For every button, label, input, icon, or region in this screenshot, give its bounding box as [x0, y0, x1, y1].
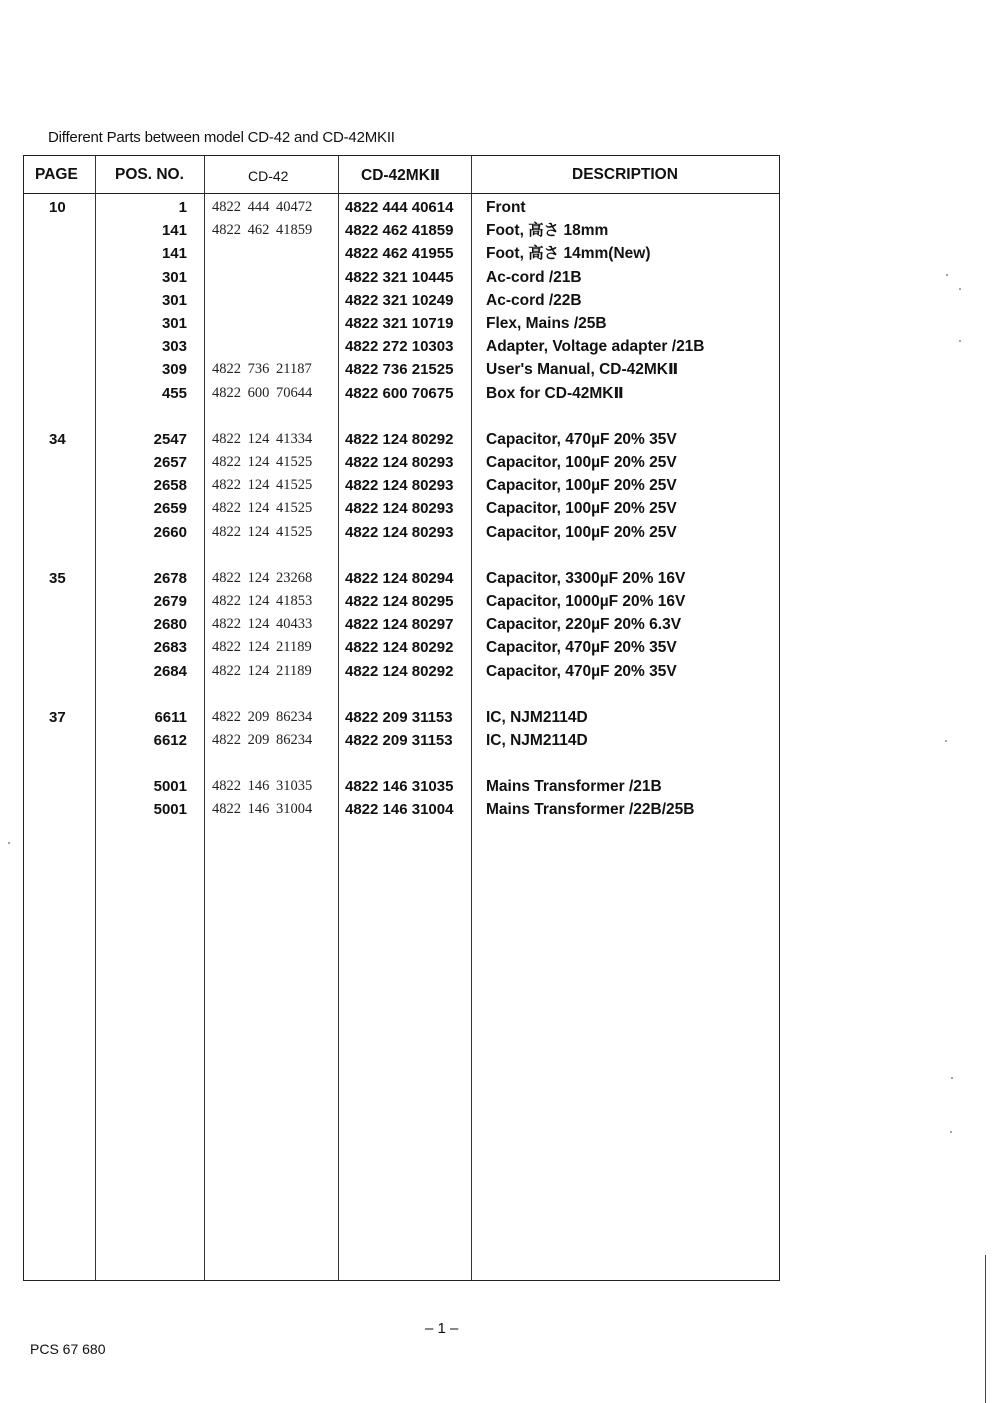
- cd42mk2-part-cell: 4822 321 10719: [345, 315, 454, 332]
- table-row: [24, 358, 781, 381]
- pos-no-cell: 2680: [153, 616, 187, 634]
- cd42mk2-part-cell: 4822 146 31035: [345, 778, 454, 796]
- pos-no-cell: 5001: [153, 801, 187, 819]
- table-row: [24, 242, 781, 265]
- table-row: [24, 451, 781, 474]
- cd42mk2-part-cell: 4822 124 80295: [345, 593, 454, 610]
- parts-table: [23, 155, 780, 1281]
- cd42mk2-part-cell: 4822 209 31153: [345, 708, 453, 726]
- cd42-part-cell: 4822 124 41525: [212, 477, 313, 494]
- pos-no-cell: 141: [161, 245, 187, 263]
- document-title: Different Parts between model CD-42 and CD-42MKII: [48, 129, 395, 146]
- table-row: [24, 474, 781, 497]
- cd42-part-cell: 4822 124 21189: [212, 662, 312, 679]
- description-cell: Capacitor, 470µF 20% 35V: [486, 430, 677, 448]
- table-row: [24, 521, 781, 544]
- cd42mk2-part-cell: 4822 272 10303: [345, 338, 454, 356]
- cd42-part-cell: 4822 124 41525: [212, 500, 313, 517]
- cd42-part-cell: 4822 209 86234: [212, 732, 313, 748]
- cd42mk2-part-cell: 4822 124 80293: [345, 523, 454, 541]
- scan-speck: [946, 274, 948, 276]
- description-cell: IC, NJM2114D: [486, 732, 588, 749]
- description-cell: Mains Transformer /21B: [486, 778, 662, 796]
- pos-no-cell: 2678: [153, 569, 187, 587]
- table-row: [24, 590, 781, 613]
- header-pos-no: POS. NO.: [115, 166, 184, 183]
- table-row: [24, 289, 781, 312]
- table-row: [24, 660, 781, 683]
- cd42-part-cell: 4822 124 41525: [212, 523, 313, 540]
- cd42mk2-part-cell: 4822 444 40614: [345, 199, 454, 216]
- cd42mk2-part-cell: 4822 321 10249: [345, 291, 454, 309]
- scan-edge-line: [985, 1255, 986, 1403]
- pos-no-cell: 2660: [153, 523, 187, 541]
- pos-no-cell: 2683: [153, 639, 187, 657]
- pos-no-cell: 301: [161, 291, 187, 309]
- header-divider: [24, 193, 779, 194]
- description-cell: Adapter, Voltage adapter /21B: [486, 338, 705, 356]
- pos-no-cell: 301: [161, 315, 187, 332]
- table-row: [24, 636, 781, 659]
- scan-speck: [945, 740, 947, 742]
- cd42mk2-part-cell: 4822 736 21525: [345, 361, 454, 379]
- pos-no-cell: 2679: [153, 593, 187, 610]
- cd42mk2-part-cell: 4822 462 41859: [345, 222, 454, 240]
- header-page: PAGE: [35, 166, 78, 183]
- pos-no-cell: 309: [161, 361, 187, 379]
- cd42-part-cell: 4822 209 86234: [212, 708, 313, 725]
- page-cell: 10: [49, 199, 66, 216]
- cd42-part-cell: 4822 146 31035: [212, 778, 313, 795]
- table-row: [24, 729, 781, 752]
- description-cell: Box for CD-42MKⅡ: [486, 384, 624, 402]
- cd42-part-cell: 4822 124 41853: [212, 593, 313, 609]
- cd42-part-cell: 4822 736 21187: [212, 361, 312, 378]
- cd42mk2-part-cell: 4822 124 80297: [345, 616, 454, 634]
- description-cell: User's Manual, CD-42MKⅡ: [486, 361, 679, 379]
- footer-code: PCS 67 680: [30, 1341, 106, 1357]
- cd42mk2-part-cell: 4822 124 80293: [345, 500, 454, 518]
- description-cell: Flex, Mains /25B: [486, 315, 607, 332]
- cd42mk2-part-cell: 4822 124 80292: [345, 430, 454, 448]
- description-cell: Foot, 高さ 14mm(New): [486, 245, 651, 263]
- pos-no-cell: 2657: [153, 454, 187, 471]
- scan-speck: [959, 340, 961, 342]
- page-number: – 1 –: [425, 1320, 459, 1337]
- table-row: [24, 382, 781, 405]
- description-cell: Front: [486, 199, 526, 216]
- pos-no-cell: 2547: [153, 430, 187, 448]
- cd42mk2-part-cell: 4822 124 80292: [345, 639, 454, 657]
- header-cd42: CD-42: [248, 168, 289, 184]
- table-row: [24, 219, 781, 242]
- description-cell: Capacitor, 470µF 20% 35V: [486, 639, 677, 657]
- table-row: [24, 335, 781, 358]
- description-cell: Ac-cord /22B: [486, 291, 582, 309]
- table-row: [24, 196, 781, 219]
- table-row: [24, 706, 781, 729]
- description-cell: Mains Transformer /22B/25B: [486, 801, 695, 819]
- cd42-part-cell: 4822 146 31004: [212, 801, 313, 818]
- cd42mk2-part-cell: 4822 600 70675: [345, 384, 454, 402]
- cd42-part-cell: 4822 124 40433: [212, 616, 313, 633]
- pos-no-cell: 6612: [153, 732, 187, 749]
- pos-no-cell: 303: [161, 338, 187, 356]
- table-row: [24, 497, 781, 520]
- cd42-part-cell: 4822 124 41525: [212, 454, 313, 470]
- description-cell: Foot, 高さ 18mm: [486, 222, 609, 240]
- pos-no-cell: 2684: [153, 662, 187, 680]
- description-cell: Capacitor, 100µF 20% 25V: [486, 523, 677, 541]
- description-cell: IC, NJM2114D: [486, 708, 588, 726]
- table-row: [24, 613, 781, 636]
- pos-no-cell: 2659: [153, 500, 187, 518]
- cd42mk2-part-cell: 4822 321 10445: [345, 268, 454, 286]
- cd42-part-cell: 4822 124 23268: [212, 569, 313, 586]
- cd42-part-cell: 4822 600 70644: [212, 384, 313, 401]
- cd42-part-cell: 4822 124 21189: [212, 639, 312, 656]
- cd42mk2-part-cell: 4822 124 80293: [345, 454, 454, 471]
- description-cell: Capacitor, 100µF 20% 25V: [486, 500, 677, 518]
- scan-speck: [951, 1077, 953, 1079]
- cd42mk2-part-cell: 4822 124 80292: [345, 662, 454, 680]
- cd42mk2-part-cell: 4822 462 41955: [345, 245, 454, 263]
- scan-speck: [950, 1131, 952, 1133]
- table-row: [24, 775, 781, 798]
- cd42mk2-part-cell: 4822 124 80294: [345, 569, 454, 587]
- cd42mk2-part-cell: 4822 124 80293: [345, 477, 454, 495]
- cd42-part-cell: 4822 124 41334: [212, 430, 313, 447]
- scan-speck: [8, 842, 10, 844]
- pos-no-cell: 455: [161, 384, 187, 402]
- table-row: [24, 567, 781, 590]
- page-cell: 34: [49, 430, 66, 448]
- pos-no-cell: 6611: [154, 708, 187, 726]
- pos-no-cell: 5001: [153, 778, 187, 796]
- description-cell: Capacitor, 220µF 20% 6.3V: [486, 616, 682, 634]
- page-cell: 35: [49, 569, 66, 587]
- scan-speck: [959, 288, 961, 290]
- page-cell: 37: [49, 708, 66, 726]
- description-cell: Ac-cord /21B: [486, 268, 582, 286]
- table-row: [24, 312, 781, 335]
- cd42mk2-part-cell: 4822 209 31153: [345, 732, 453, 749]
- table-row: [24, 798, 781, 821]
- pos-no-cell: 141: [161, 222, 187, 240]
- description-cell: Capacitor, 3300µF 20% 16V: [486, 569, 686, 587]
- table-row: [24, 266, 781, 289]
- cd42-part-cell: 4822 444 40472: [212, 199, 313, 215]
- cd42-part-cell: 4822 462 41859: [212, 222, 313, 239]
- description-cell: Capacitor, 100µF 20% 25V: [486, 454, 677, 471]
- header-description: DESCRIPTION: [572, 166, 678, 183]
- pos-no-cell: 1: [178, 199, 187, 216]
- pos-no-cell: 2658: [153, 477, 187, 495]
- description-cell: Capacitor, 100µF 20% 25V: [486, 477, 677, 495]
- description-cell: Capacitor, 1000µF 20% 16V: [486, 593, 686, 610]
- cd42mk2-part-cell: 4822 146 31004: [345, 801, 454, 819]
- header-cd42mk2: CD-42MKⅡ: [361, 167, 441, 184]
- pos-no-cell: 301: [161, 268, 187, 286]
- description-cell: Capacitor, 470µF 20% 35V: [486, 662, 677, 680]
- table-row: [24, 428, 781, 451]
